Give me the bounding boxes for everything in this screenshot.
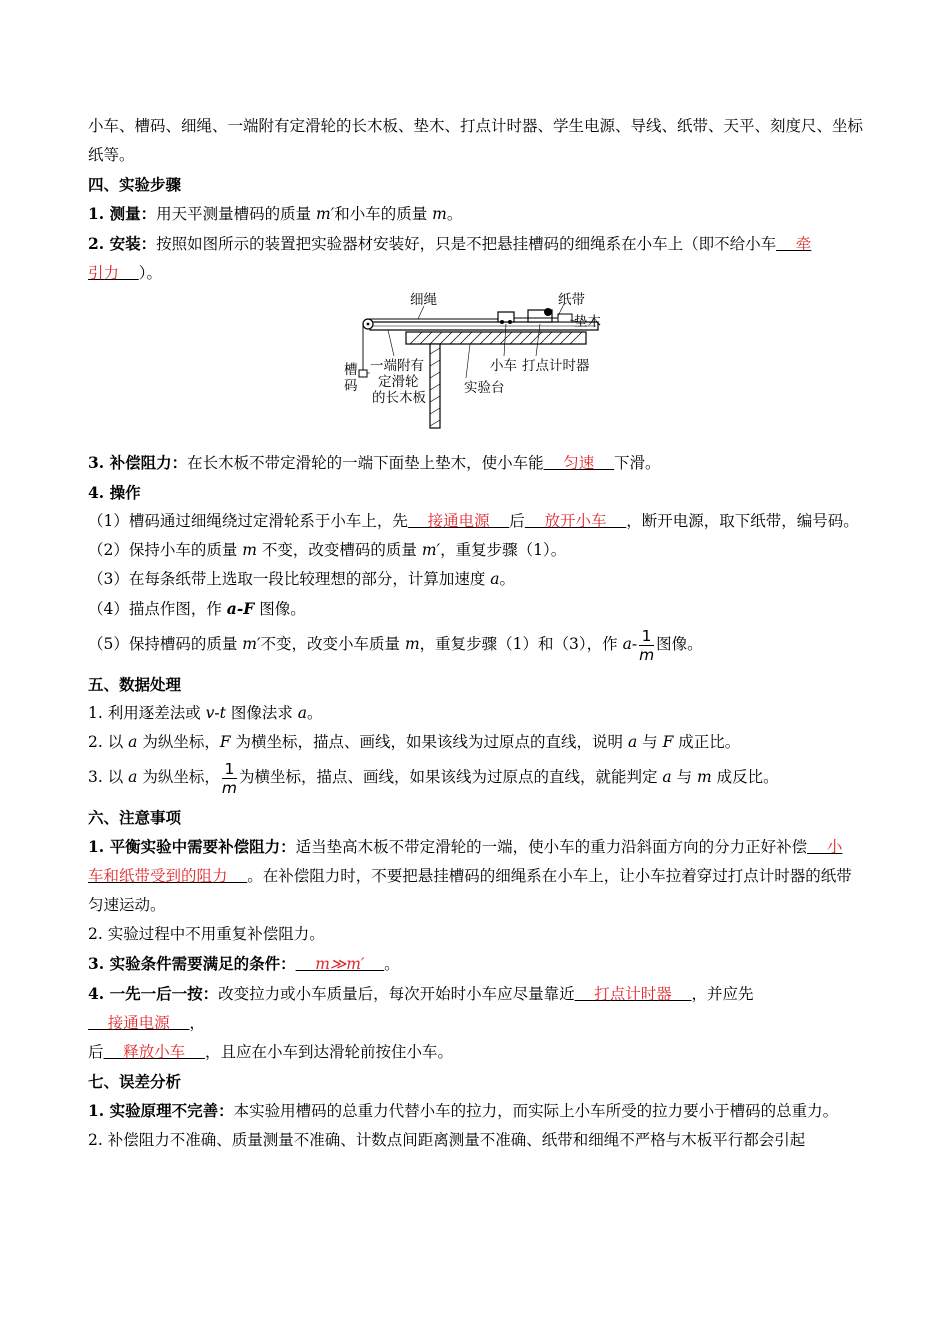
- answer-blank: 接通电源: [407, 512, 510, 530]
- section-heading-notes: 六、注意事项: [88, 808, 182, 827]
- note-2: 2. 实验过程中不用重复补偿阻力。: [88, 925, 325, 943]
- step-1-head: 1. 测量：: [88, 204, 157, 223]
- document-page: [88, 112, 864, 1155]
- var: F: [662, 733, 674, 751]
- section-heading-data: 五、数据处理: [88, 675, 182, 694]
- var: a: [662, 768, 672, 786]
- answer-blank: 小: [807, 838, 843, 856]
- text: 为纵坐标，: [137, 733, 220, 751]
- text: 1. 利用逐差法或: [88, 704, 206, 722]
- text: 本实验用槽码的总重力代替小车的拉力，而实际上小车所受的拉力要小于槽码的总重力。: [233, 1102, 839, 1120]
- answer-blank: 释放小车: [103, 1043, 205, 1061]
- fraction: [639, 627, 654, 664]
- note-3-head: 3. 实验条件需要满足的条件：: [88, 954, 296, 973]
- step-2-head: 2. 安装：: [88, 234, 157, 253]
- wood-block: [558, 314, 572, 322]
- answer-blank: 车和纸带受到的阻力: [88, 867, 248, 885]
- fraction: [222, 760, 237, 797]
- note-1: [88, 832, 864, 920]
- var: m: [404, 635, 420, 653]
- text: 按照如图所示的装置把实验器材安装好，只是不把悬挂槽码的细绳系在小车上（即不给小车: [156, 235, 777, 253]
- text: -: [631, 635, 638, 653]
- hanging-weight: [359, 370, 367, 377]
- text: 用天平测量槽码的质量: [156, 205, 317, 223]
- text: 不变，改变小车质量: [260, 635, 405, 653]
- var: a: [128, 733, 138, 751]
- data-2: [88, 728, 864, 757]
- text: 。: [446, 205, 463, 223]
- text: 。在补偿阻力时，不要把悬挂槽码的细绳系在小车上，让小车拉着穿过打点计时器的纸带匀速运动。: [88, 867, 852, 914]
- var: m: [242, 541, 257, 559]
- var: m: [697, 768, 712, 786]
- fraction-denominator: m: [221, 778, 237, 797]
- note-4-head: 4. 一先一后一按：: [88, 984, 219, 1003]
- var: m: [432, 205, 447, 223]
- label-cart: 小车: [490, 358, 517, 374]
- step-1: [88, 199, 864, 229]
- text: 后: [88, 1043, 104, 1061]
- fraction-numerator: 1: [222, 760, 237, 779]
- answer-blank: 引力: [88, 264, 139, 282]
- text: 与: [671, 768, 697, 786]
- text: 为纵坐标，: [137, 768, 220, 786]
- text: 后: [509, 512, 525, 530]
- text: ）。: [138, 264, 162, 282]
- text: 成反比。: [711, 768, 779, 786]
- text: ，断开电源，取下纸带，编号码。: [626, 512, 859, 530]
- section-heading-steps: 四、实验步骤: [88, 175, 182, 194]
- answer-blank: 接通电源: [88, 1014, 190, 1032]
- answer-blank: 匀速: [543, 454, 615, 472]
- label-table: 实验台: [464, 380, 505, 396]
- label-board-1: 一端附有: [370, 358, 424, 374]
- intro-paragraph: 小车、槽码、细绳、一端附有定滑轮的长木板、垫木、打点计时器、学生电源、导线、纸带、天平、刻度尺、坐标纸等。: [88, 117, 864, 164]
- apparatus-diagram: [88, 292, 864, 442]
- text: 与: [637, 733, 663, 751]
- text: 不变，改变槽码的质量: [257, 541, 422, 559]
- step-4-5: [88, 624, 864, 664]
- text: 适当垫高木板不带定滑轮的一端，使小车的重力沿斜面方向的分力正好补偿: [295, 838, 808, 856]
- text: 。: [384, 955, 400, 973]
- cart: [498, 312, 514, 322]
- label-board-2: 定滑轮: [378, 374, 419, 390]
- data-1: [88, 699, 864, 728]
- text: ，: [189, 1014, 205, 1032]
- text: 。: [499, 570, 516, 588]
- step-4-1: [88, 507, 864, 536]
- var: a: [128, 768, 138, 786]
- label-rope: 细绳: [410, 292, 437, 308]
- text: 3. 以: [88, 768, 129, 786]
- answer-blank: 放开小车: [524, 512, 627, 530]
- text: （3）在每条纸带上选取一段比较理想的部分，计算加速度: [88, 570, 491, 588]
- section-heading-errors: 七、误差分析: [88, 1072, 182, 1091]
- answer-blank: m≫m′: [295, 955, 385, 973]
- error-1: [88, 1096, 864, 1126]
- note-1-head: 1. 平衡实验中需要补偿阻力：: [88, 837, 296, 856]
- label-tape: 纸带: [558, 292, 585, 308]
- text: （4）描点作图，作: [88, 600, 227, 618]
- var: v-t: [205, 704, 226, 722]
- text: 图像法求: [225, 704, 298, 722]
- timer-knob: [544, 308, 552, 316]
- var: a: [297, 704, 307, 722]
- answer-blank: 打点计时器: [574, 985, 692, 1003]
- text: 和小车的质量: [334, 205, 433, 223]
- step-4-head: 4. 操作: [88, 483, 141, 502]
- text: 改变拉力或小车质量后，每次开始时小车应尽量靠近: [218, 985, 575, 1003]
- label-weight-1: 槽: [344, 362, 358, 378]
- text: ，重复步骤（1）。: [440, 541, 567, 559]
- var: F: [219, 733, 231, 751]
- text: 图像。: [656, 635, 703, 653]
- label-block: 垫木: [574, 314, 601, 330]
- step-4-3: [88, 565, 864, 594]
- fraction-denominator: m: [639, 645, 655, 664]
- text: （2）保持小车的质量: [88, 541, 243, 559]
- text: 2. 以: [88, 733, 129, 751]
- step-3-head: 3. 补偿阻力：: [88, 453, 188, 472]
- text: 图像。: [254, 600, 306, 618]
- note-4: [88, 979, 864, 1067]
- step-4-4: [88, 594, 864, 624]
- var: m′: [242, 635, 261, 653]
- text: （5）保持槽码的质量: [88, 635, 243, 653]
- error-2: 2. 补偿阻力不准确、质量测量不准确、计数点间距离测量不准确、纸带和细绳不严格与木板平行都会引起: [88, 1131, 806, 1149]
- text: 为横坐标，描点、画线，如果该线为过原点的直线，说明: [230, 733, 628, 751]
- step-2: [88, 229, 864, 288]
- note-3: [88, 949, 864, 979]
- var: a: [490, 570, 500, 588]
- text: 成正比。: [673, 733, 741, 751]
- text: ，并应先: [691, 985, 754, 1003]
- step-3: [88, 448, 864, 478]
- text: 为横坐标，描点、画线，如果该线为过原点的直线，就能判定: [238, 768, 663, 786]
- var: a-F: [226, 599, 255, 618]
- label-timer: 打点计时器: [522, 358, 590, 374]
- fraction-numerator: 1: [639, 627, 654, 646]
- text: 。: [307, 704, 323, 722]
- var: a: [622, 635, 632, 653]
- text: ，且应在小车到达滑轮前按住小车。: [204, 1043, 453, 1061]
- var: a: [627, 733, 638, 751]
- var: m′: [421, 541, 441, 559]
- text: （1）槽码通过细绳绕过定滑轮系于小车上，先: [88, 512, 408, 530]
- label-board-3: 的长木板: [372, 390, 426, 406]
- label-weight-2: 码: [344, 378, 358, 394]
- table-leg: [430, 344, 440, 428]
- text: 在长木板不带定滑轮的一端下面垫上垫木，使小车能: [187, 454, 544, 472]
- text: 下滑。: [614, 454, 661, 472]
- data-3: [88, 757, 864, 797]
- answer-blank: 牵: [776, 235, 812, 253]
- error-1-head: 1. 实验原理不完善：: [88, 1101, 234, 1120]
- text: ，重复步骤（1）和（3），作: [419, 635, 623, 653]
- step-4-2: [88, 536, 864, 565]
- var: m′: [316, 205, 335, 223]
